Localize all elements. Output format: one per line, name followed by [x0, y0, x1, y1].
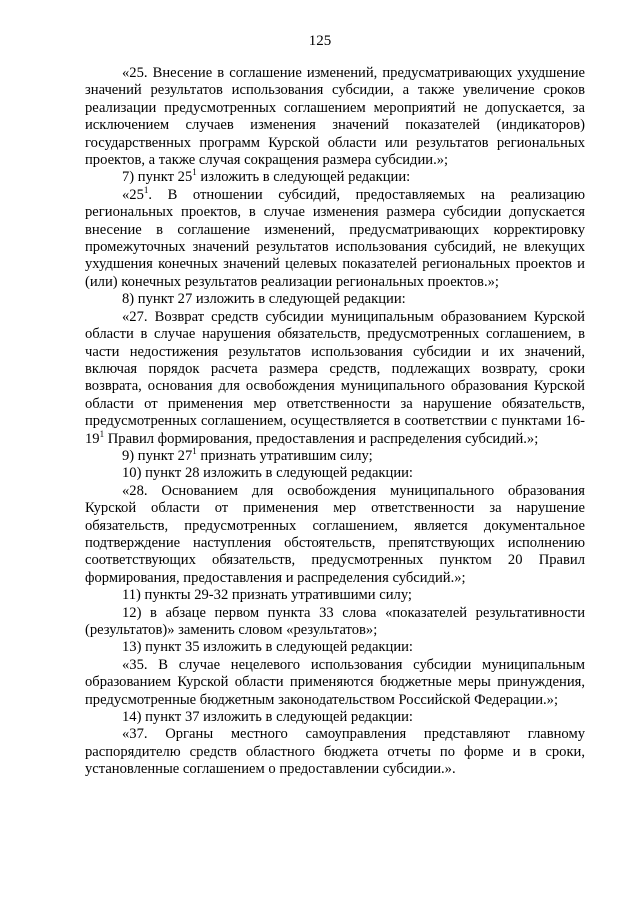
document-body	[85, 65, 585, 779]
paragraph-25-1: «$25^1$. В отношении субсидий, предоставляемых на реализацию региональных проектов, в случае изменения размера субсидии допускается внесение в соглашение изменений, предусматривающих корректировку промежуточных значений результатов использования субсидий, не влекущих ухудшения конечных значений целевых показателей региональных проектов и (или) конечных результатов реализации региональных проектов.»;	[85, 184, 585, 290]
paragraph-35: «35. В случае нецелевого использования субсидии муниципальным образованием Курской области применяются бюджетные меры принуждения, предусмотренные бюджетным законодательством Российской Федерации.»;	[85, 656, 585, 708]
item-8: 8) пункт 27 изложить в следующей редакции:	[122, 291, 406, 308]
page-number: 125	[308, 33, 332, 49]
item-12: 12) в абзаце первом пункта 33 слова «показателей результативности (результатов)» заменить словом «результатов»;	[85, 604, 585, 638]
item-9: 9) пункт $27^1$ признать утратившим силу;	[122, 446, 373, 464]
paragraph-27: «27. Возврат средств субсидии муниципальным образованием Курской области в случае нарушения обязательств, предусмотренных соглашением, в части недостижения результатов использования субсидии и их значений, включая порядок расчета размера средств, подлежащих возврату, сроки возврата, основания для освобождения муниципального образования Курской области от применения мер ответственности за нарушение обязательств, предусмотренных соглашением, осуществляется в соответствии с пунктами $16-19^1$ Правил формирования, предоставления и распределения субсидий.»;	[85, 308, 585, 447]
item-11: 11) пункты 29-32 признать утратившими силу;	[122, 587, 412, 604]
item-7: 7) пункт $25^1$ изложить в следующей редакции:	[122, 167, 411, 186]
item-13: 13) пункт 35 изложить в следующей редакции:	[122, 639, 413, 656]
item-10: 10) пункт 28 изложить в следующей редакции:	[122, 465, 413, 482]
paragraph-28: «28. Основанием для освобождения муниципального образования Курской области от применения мер ответственности за нарушение обязательств, предусмотренных соглашением, является документальное подтверждение наступления обстоятельств, препятствующих исполнению соответствующих обязательств, предусмотренных пунктом 20 Правил формирования, предоставления и распределения субсидий.»;	[85, 482, 585, 586]
paragraph-37: «37. Органы местного самоуправления представляют главному распорядителю средств областного бюджета отчеты по форме и в сроки, установленные соглашением о предоставлении субсидии.».	[85, 726, 585, 778]
item-14: 14) пункт 37 изложить в следующей редакции:	[122, 709, 413, 726]
paragraph-25: «25. Внесение в соглашение изменений, предусматривающих ухудшение значений результатов использования субсидии, а также увеличение сроков реализации предусмотренных соглашением мероприятий не допускается, за исключением случаев изменения значений показателей (индикаторов) государственных программ Курской области или результатов региональных проектов, а также случая сокращения размера субсидии.»;	[85, 65, 585, 169]
